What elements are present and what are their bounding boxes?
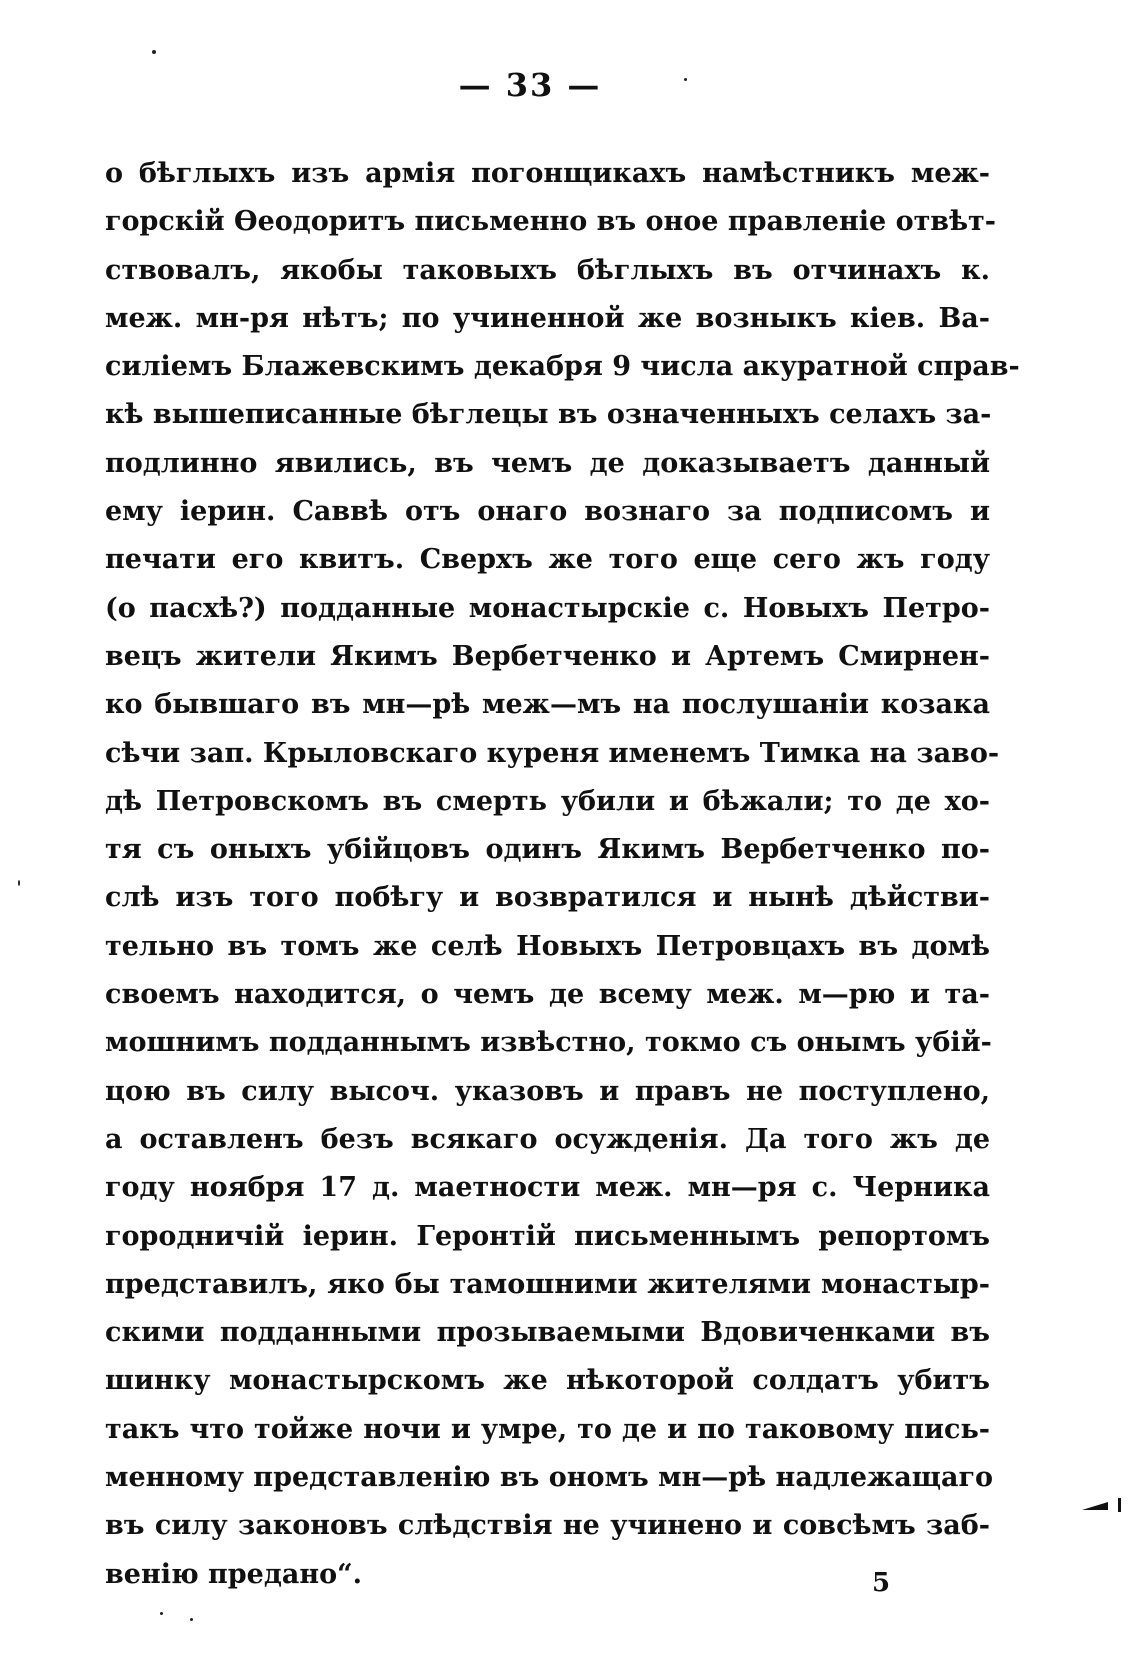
text-line: такъ что тойже ночи и умре, то де и по таковому пись- — [105, 1413, 990, 1445]
scan-smudge — [1118, 1498, 1121, 1512]
text-line: (о пасхѣ?) подданные монастырскіе с. Новыхъ Петро- — [105, 592, 990, 624]
text-line: а оставленъ безъ всякаго осужденія. Да того жъ де — [105, 1123, 990, 1155]
text-line: печати его квитъ. Сверхъ же того еще сего жъ году — [105, 544, 990, 576]
body-text — [105, 150, 1020, 1599]
text-line: цою въ силу высоч. указовъ и правъ не поступлено, — [105, 1075, 990, 1107]
text-line: ему іерин. Саввѣ отъ онаго вознаго за подписомъ и — [105, 496, 990, 528]
text-line: слѣ изъ того побѣгу и возвратился и нынѣ дѣйстви- — [105, 882, 990, 914]
scan-speck — [190, 1618, 193, 1621]
scan-speck — [18, 880, 20, 886]
text-line: силіемъ Блажевскимъ декабря 9 числа акуратной справ- — [105, 351, 1020, 383]
text-line: ствовалъ, якобы таковыхъ бѣглыхъ въ отчинахъ к. — [105, 254, 990, 286]
text-line: ко бывшаго въ мн—рѣ меж—мъ на послушаніи козака — [105, 689, 990, 721]
signature-mark: 5 — [872, 1568, 891, 1598]
scan-speck — [152, 50, 156, 54]
text-line: представилъ, яко бы тамошними жителями монастыр- — [105, 1268, 990, 1300]
scan-speck — [684, 78, 687, 81]
text-line: меж. мн-ря нѣтъ; по учиненной же возныкъ кіев. Ва- — [105, 302, 990, 334]
scan-smudge — [1082, 1502, 1108, 1510]
text-line: венію предано“. — [105, 1558, 363, 1590]
text-line: сѣчи зап. Крыловскаго куреня именемъ Тимка на заво- — [105, 737, 1000, 769]
text-line: шинку монастырскомъ же нѣкоторой солдатъ убитъ — [105, 1365, 990, 1397]
text-line: дѣ Петровскомъ въ смерть убили и бѣжали; то де хо- — [105, 785, 990, 817]
text-line: вецъ жители Якимъ Вербетченко и Артемъ Смирнен- — [105, 640, 990, 672]
text-line: о бѣглыхъ изъ армія погонщикахъ намѣстникъ меж- — [105, 158, 990, 189]
text-line: въ силу законовъ слѣдствія не учинено и совсѣмъ заб- — [105, 1510, 990, 1542]
text-line: своемъ находится, о чемъ де всему меж. м—рю и та- — [105, 979, 990, 1011]
text-line: году ноября 17 д. маетности меж. мн—ря с. Черника — [105, 1172, 990, 1204]
text-line: кѣ вышеписанные бѣглецы въ означенныхъ селахъ за- — [105, 399, 992, 431]
text-line: городничій іерин. Геронтій письменнымъ репортомъ — [105, 1220, 990, 1252]
page-number: — 33 — — [458, 66, 602, 104]
text-line: тельно въ томъ же селѣ Новыхъ Петровцахъ въ домѣ — [105, 930, 990, 962]
text-line: мошнимъ подданнымъ извѣстно, токмо съ онымъ убій- — [105, 1027, 992, 1059]
text-line: тя съ оныхъ убійцовъ одинъ Якимъ Вербетченко по- — [105, 834, 990, 866]
text-line: менному представленію въ ономъ мн—рѣ надлежащаго — [105, 1462, 994, 1494]
text-line: горскій Ѳеодоритъ письменно въ оное правленіе отвѣт- — [105, 206, 996, 238]
text-line: подлинно явились, въ чемъ де доказываетъ данный — [105, 447, 990, 479]
text-line: скими подданными прозываемыми Вдовиченками въ — [105, 1317, 990, 1349]
scan-speck — [160, 1612, 163, 1615]
